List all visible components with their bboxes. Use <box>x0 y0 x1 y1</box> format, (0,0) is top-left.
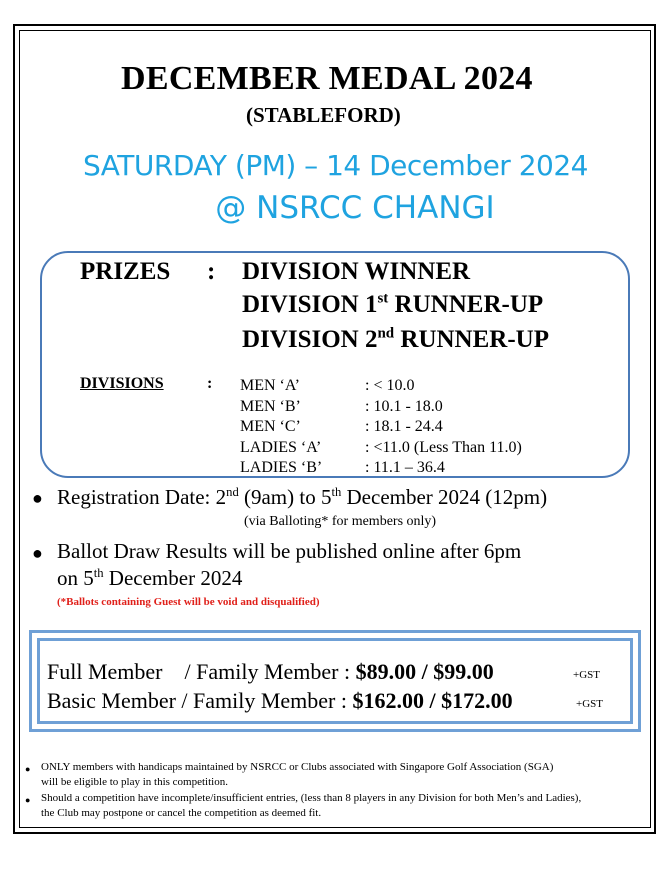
prize-first-runner-up: DIVISION 1st RUNNER-UP <box>242 290 544 318</box>
divisions-label: DIVISIONS <box>80 375 164 392</box>
division-name: MEN ‘B’ <box>240 398 301 415</box>
division-range: : 18.1 - 24.4 <box>365 418 443 435</box>
event-title: DECEMBER MEDAL 2024 <box>121 60 533 97</box>
prize-second-runner-up: DIVISION 2nd RUNNER-UP <box>242 325 549 353</box>
fee-basic-member: Basic Member / Family Member : $162.00 / $172.00 <box>47 688 513 713</box>
division-name: LADIES ‘B’ <box>240 459 323 476</box>
fee-basic-gst: +GST <box>576 698 603 710</box>
division-name: MEN ‘C’ <box>240 418 301 435</box>
bullet-icon: ● <box>25 795 31 805</box>
division-name: MEN ‘A’ <box>240 377 300 394</box>
event-date: SATURDAY (PM) – 14 December 2024 <box>83 149 588 182</box>
ballot-guest-warning: (*Ballots containing Guest will be void and disqualified) <box>57 596 320 608</box>
fee-full-member: Full Member / Family Member : $89.00 / $99.00 <box>47 659 494 684</box>
division-range: : < 10.0 <box>365 377 415 394</box>
prizes-colon: : <box>207 258 216 285</box>
divisions-colon: : <box>207 375 213 392</box>
event-venue: @ NSRCC CHANGI <box>215 190 495 226</box>
division-range: : 10.1 - 18.0 <box>365 398 443 415</box>
bullet-icon: ● <box>32 543 43 563</box>
bullet-icon: ● <box>25 764 31 774</box>
ballot-results-line2: on 5th December 2024 <box>57 566 243 590</box>
prize-division-winner: DIVISION WINNER <box>242 258 471 285</box>
registration-note: (via Balloting* for members only) <box>244 514 437 529</box>
footnote-entries-cont: the Club may postpone or cancel the competition as deemed fit. <box>41 807 322 819</box>
footnote-entries: Should a competition have incomplete/insufficient entries, (less than 8 players in any Division for both Men’s and Ladies), <box>41 792 582 804</box>
division-range: : <11.0 (Less Than 11.0) <box>365 439 522 456</box>
division-name: LADIES ‘A’ <box>240 439 322 456</box>
fee-full-gst: +GST <box>573 669 600 681</box>
footnote-eligibility: ONLY members with handicaps maintained by NSRCC or Clubs associated with Singapore Golf Association (SGA) <box>41 761 554 773</box>
footnote-eligibility-cont: will be eligible to play in this competition. <box>41 776 228 788</box>
division-range: : 11.1 – 36.4 <box>365 459 445 476</box>
registration-date: Registration Date: 2nd (9am) to 5th December 2024 (12pm) <box>57 485 548 509</box>
bullet-icon: ● <box>32 488 43 508</box>
event-format: (STABLEFORD) <box>246 103 401 127</box>
prizes-label: PRIZES <box>80 258 171 285</box>
ballot-results-line1: Ballot Draw Results will be published online after 6pm <box>57 539 522 563</box>
